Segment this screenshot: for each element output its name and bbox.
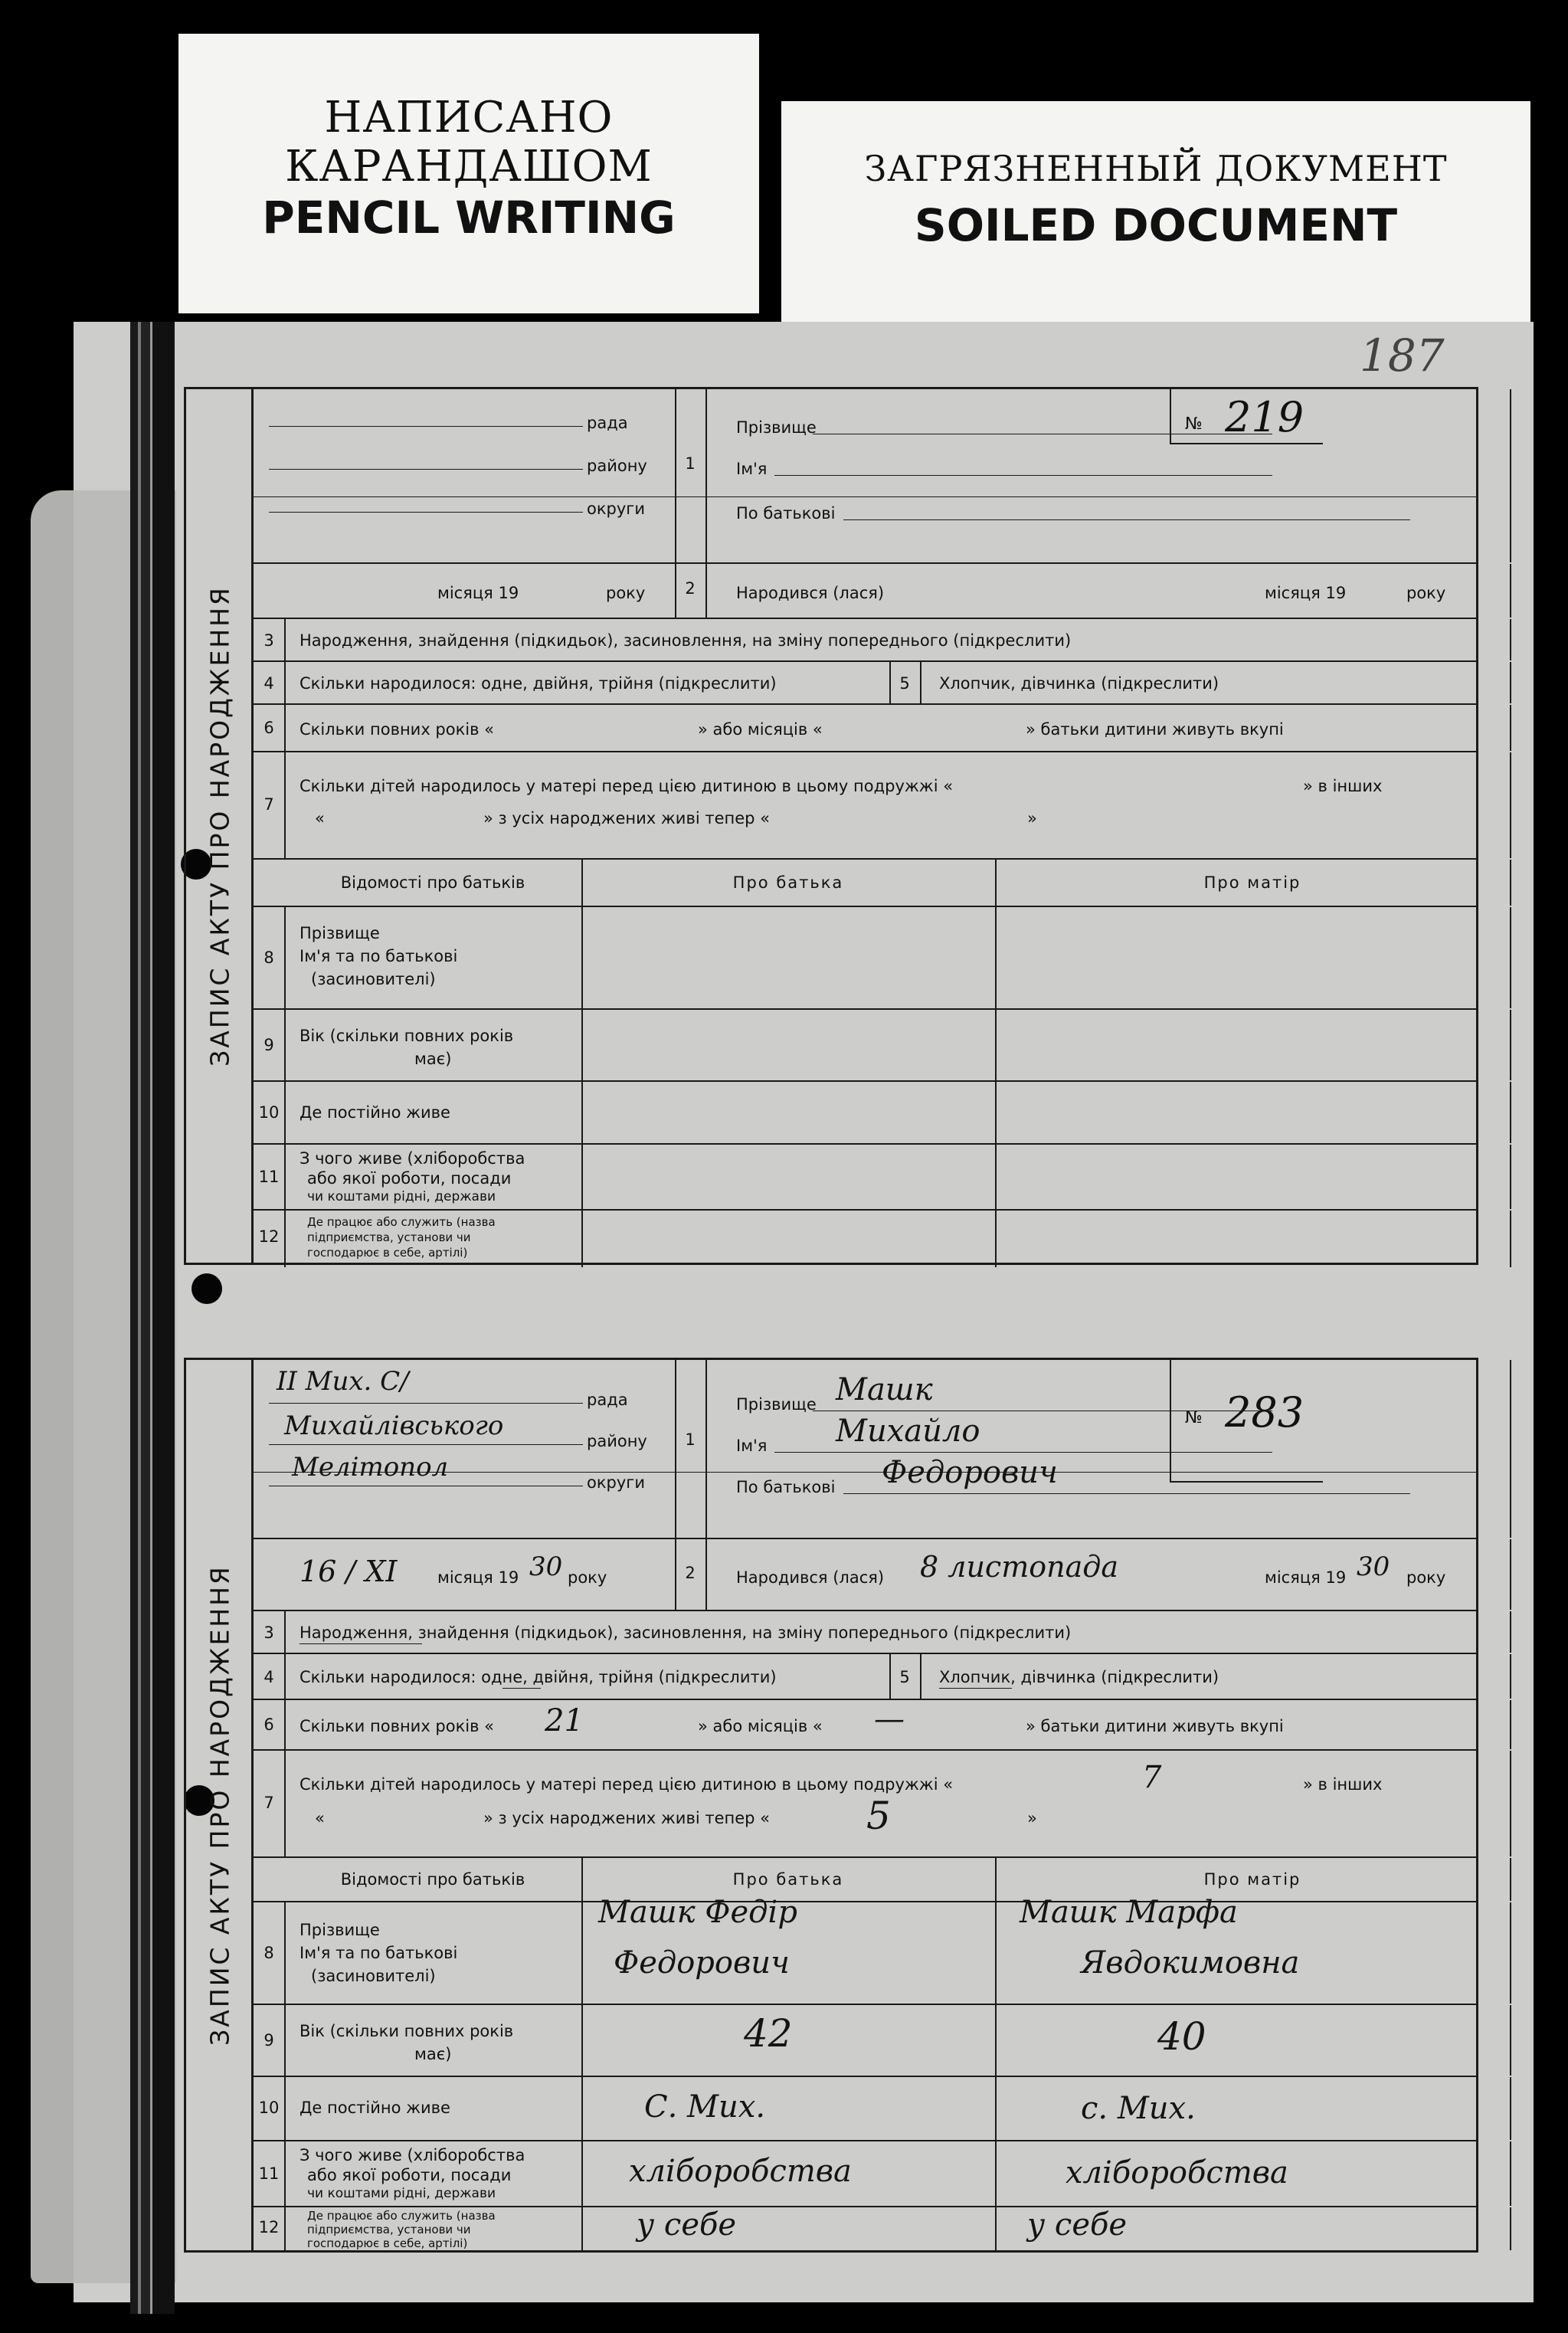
soiled-document-stamp [781, 101, 1530, 322]
row-12-label-b: підприємства, установи чи [307, 1230, 471, 1244]
father-work-value: у себе [637, 2207, 737, 2243]
row-9-label-a: Вік (скільки повних років [300, 1027, 514, 1045]
birth-record-form-blank [184, 387, 1478, 1265]
row-7-text-b: » в інших [1303, 777, 1383, 795]
stamp-ru-line: ЗАГРЯЗНЕННЫЙ ДОКУМЕНТ [864, 148, 1448, 189]
patronymic-value: Федорович [882, 1455, 1058, 1490]
row-10 [254, 1082, 1476, 1145]
row-12-label-a: Де працює або служить (назва [307, 2209, 496, 2223]
stamp-ru-line-2: КАРАНДАШОМ [285, 142, 653, 192]
okruha-label: округи [587, 1473, 645, 1492]
binding-thread [130, 322, 175, 2314]
row-7-text-e: » [1027, 809, 1037, 827]
registration-number-box [1170, 389, 1323, 444]
father-livelihood-value: хліборобства [629, 2154, 852, 2189]
row-7-text-d: » з усіх народжених живі тепер « [483, 1809, 771, 1827]
row-number: 2 [685, 579, 696, 598]
row-7-text-b: » в інших [1303, 1775, 1383, 1794]
born-label: Народився (лася) [736, 584, 885, 602]
row-6-text-b: » або місяців « [698, 1717, 823, 1735]
mother-surname-value: Машк Марфа [1020, 1895, 1238, 1930]
registration-date: 16 / XI [300, 1555, 398, 1588]
patronymic-label: По батькові [736, 1478, 836, 1496]
row-3-text: Народження, знайдення (підкидьок), засиновлення, на зміну попереднього (підкреслити) [300, 631, 1072, 650]
row-number: 9 [264, 2031, 274, 2050]
row-9-label-b: має) [414, 2045, 452, 2063]
row-6-text-c: » батьки дитини живуть вкупі [1026, 720, 1284, 739]
birth-record-form-filled [184, 1358, 1478, 2253]
underline-narodzhennia [300, 1643, 422, 1644]
form-side-title: ЗАПИС АКТУ ПРО НАРОДЖЕННЯ [205, 1565, 235, 2046]
row-7-text-c: « [315, 1809, 325, 1827]
name-label: Ім'я [736, 460, 768, 478]
row-11 [254, 1145, 1476, 1211]
stamp-ru-line-1: НАПИСАНО [324, 93, 614, 143]
row-11-label-a: З чого живе (хліборобства [300, 1149, 525, 1168]
about-mother-header: Про матір [1203, 1870, 1301, 1889]
row-3-text: Народження, знайдення (підкидьок), засиновлення, на зміну попереднього (підкреслити) [300, 1624, 1072, 1642]
registration-number-label: № [1185, 1408, 1203, 1427]
row-number: 1 [685, 1430, 696, 1449]
row-number: 11 [258, 1168, 280, 1186]
reg-year-label: року [568, 1568, 607, 1587]
months-together-value: — [874, 1702, 905, 1737]
parents-info-header: Відомості про батьків [340, 873, 525, 892]
rada-value: II Мих. С/ [277, 1366, 409, 1397]
registration-number-box [1170, 1360, 1323, 1483]
row-7 [254, 1751, 1476, 1858]
row-number: 12 [258, 1227, 280, 1246]
pencil-writing-stamp [178, 34, 759, 313]
row-number: 3 [264, 1624, 274, 1642]
row-7-text-e: » [1027, 1809, 1037, 1827]
row-number: 2 [685, 1564, 696, 1582]
okruha-label: округи [587, 500, 645, 518]
raion-label: району [587, 1432, 647, 1450]
father-age-value: 42 [744, 2011, 793, 2056]
row-9 [254, 1010, 1476, 1082]
header-block [254, 389, 1476, 564]
birth-month-label: місяця 19 [1265, 1568, 1347, 1587]
row-6 [254, 1700, 1476, 1751]
birth-year-label: року [1406, 584, 1446, 602]
born-label: Народився (лася) [736, 1568, 885, 1587]
row-12-label-b: підприємства, установи чи [307, 2223, 471, 2236]
row-number: 3 [264, 631, 274, 650]
mother-age-value: 40 [1157, 2014, 1206, 2059]
form-side-title: ЗАПИС АКТУ ПРО НАРОДЖЕННЯ [205, 585, 235, 1067]
reg-month-label: місяця 19 [437, 584, 519, 602]
row-3 [254, 619, 1476, 662]
row-4-text: Скільки народилося: одне, двійня, трійня (підкреслити) [300, 674, 777, 693]
row-number: 5 [899, 674, 910, 693]
row-number: 5 [899, 1668, 910, 1686]
row-7-text-d: » з усіх народжених живі тепер « [483, 809, 771, 827]
row-12 [254, 2207, 1476, 2250]
row-number: 8 [264, 949, 274, 967]
patronymic-label: По батькові [736, 504, 836, 523]
row-3 [254, 1611, 1476, 1654]
row-11-label-a: З чого живе (хліборобства [300, 2146, 525, 2164]
row-number: 1 [685, 454, 696, 473]
birth-year: 30 [1357, 1552, 1390, 1582]
raion-label: району [587, 457, 647, 475]
row-10-label: Де постійно живе [300, 1103, 450, 1122]
row-6 [254, 705, 1476, 752]
row-number: 11 [258, 2164, 280, 2183]
row-number: 7 [264, 1794, 274, 1812]
row-11 [254, 2141, 1476, 2207]
row-8-label-b: Ім'я та по батькові [300, 1944, 458, 1962]
row-number: 4 [264, 674, 274, 693]
row-12-label-c: господарює в себе, артілі) [307, 2236, 468, 2250]
parents-info-header: Відомості про батьків [340, 1870, 525, 1889]
row-7 [254, 752, 1476, 860]
okruha-value: Мелітопол [292, 1452, 449, 1483]
row-9-label-b: має) [414, 1050, 452, 1068]
row-10-label: Де постійно живе [300, 2099, 450, 2117]
about-father-header: Про батька [732, 873, 844, 892]
underline-odne [502, 1688, 541, 1689]
row-9 [254, 2005, 1476, 2077]
row-number: 8 [264, 1944, 274, 1962]
father-surname-value: Машк Федір [598, 1895, 797, 1930]
row-number: 6 [264, 719, 274, 737]
registration-number-label: № [1185, 415, 1203, 434]
surname-value: Машк [836, 1372, 933, 1407]
row-number: 7 [264, 795, 274, 814]
row-12-label-c: господарює в себе, артілі) [307, 1246, 468, 1260]
row-2 [254, 1539, 1476, 1611]
birth-date: 8 листопада [920, 1550, 1118, 1584]
children-alive-value: 5 [866, 1794, 891, 1838]
stamp-en-line: PENCIL WRITING [262, 192, 676, 244]
row-2 [254, 564, 1476, 619]
mother-patronymic-value: Явдокимовна [1081, 1945, 1300, 1981]
row-8-label-a: Прізвище [300, 1921, 380, 1939]
row-6-text-a: Скільки повних років « [300, 720, 495, 739]
row-5-text: Хлопчик, дівчинка (підкреслити) [939, 1668, 1219, 1686]
row-number: 12 [258, 2218, 280, 2236]
row-number: 10 [258, 1103, 280, 1122]
registration-number: 219 [1225, 393, 1304, 441]
about-mother-header: Про матір [1203, 873, 1301, 892]
surname-label: Прізвище [736, 418, 817, 437]
mother-residence-value: с. Мих. [1081, 2091, 1196, 2126]
row-12 [254, 1211, 1476, 1267]
name-value: Михайло [836, 1414, 980, 1449]
row-8-label-b: Ім'я та по батькові [300, 947, 458, 965]
mother-livelihood-value: хліборобства [1066, 2155, 1288, 2190]
row-7-text-a: Скільки дітей народилось у матері перед цією дитиною в цьому подружжі « [300, 777, 954, 795]
row-6-text-b: » або місяців « [698, 720, 823, 739]
row-number: 6 [264, 1715, 274, 1734]
row-5-text: Хлопчик, дівчинка (підкреслити) [939, 674, 1219, 693]
rada-label: рада [587, 414, 628, 432]
row-number: 9 [264, 1036, 274, 1054]
reg-month-label: місяця 19 [437, 1568, 519, 1587]
punch-hole [191, 1273, 222, 1304]
row-7-text-c: « [315, 809, 325, 827]
birth-year-label: року [1406, 1568, 1446, 1587]
row-4-5 [254, 1654, 1476, 1700]
row-10 [254, 2077, 1476, 2141]
row-8-label-c: (засиновителі) [311, 1967, 436, 1985]
row-number: 10 [258, 2099, 280, 2117]
parents-header-row [254, 860, 1476, 907]
row-number: 4 [264, 1668, 274, 1686]
name-label: Ім'я [736, 1437, 768, 1455]
surname-label: Прізвище [736, 1395, 817, 1414]
row-11-label-c: чи коштами рідні, держави [307, 2186, 496, 2201]
row-11-label-b: або якої роботи, посади [307, 1169, 512, 1188]
reg-year-label: року [606, 584, 646, 602]
row-4-5 [254, 662, 1476, 705]
row-9-label-a: Вік (скільки повних років [300, 2022, 514, 2040]
stamp-en-line: SOILED DOCUMENT [914, 199, 1398, 251]
mother-work-value: у себе [1027, 2207, 1128, 2243]
parents-header-row [254, 1858, 1476, 1902]
father-residence-value: С. Мих. [644, 2089, 766, 2125]
registration-year: 30 [529, 1552, 563, 1582]
raion-value: Михайлівського [284, 1411, 504, 1441]
row-8 [254, 1895, 1476, 2005]
row-4-text: Скільки народилося: одне, двійня, трійня (підкреслити) [300, 1668, 777, 1686]
row-11-label-c: чи коштами рідні, держави [307, 1189, 496, 1204]
registration-number: 283 [1225, 1388, 1304, 1437]
row-6-text-c: » батьки дитини живуть вкупі [1026, 1717, 1284, 1735]
row-12-label-a: Де працює або служить (назва [307, 1215, 496, 1229]
birth-month-label: місяця 19 [1265, 584, 1347, 602]
row-8-label-a: Прізвище [300, 924, 380, 942]
row-8 [254, 907, 1476, 1010]
row-11-label-b: або якої роботи, посади [307, 2166, 512, 2184]
father-patronymic-value: Федорович [614, 1945, 790, 1981]
children-before-value: 7 [1142, 1760, 1162, 1795]
row-6-text-a: Скільки повних років « [300, 1717, 495, 1735]
about-father-header: Про батька [732, 1870, 844, 1889]
sheet-number: 187 [1360, 329, 1445, 382]
form-side-panel [186, 1360, 254, 2250]
underline-khlopchyk [939, 1688, 1012, 1689]
header-block [254, 1360, 1476, 1539]
row-7-text-a: Скільки дітей народилось у матері перед цією дитиною в цьому подружжі « [300, 1775, 954, 1794]
form-side-panel [186, 389, 254, 1263]
row-8-label-c: (засиновителі) [311, 970, 436, 988]
rada-label: рада [587, 1391, 628, 1409]
years-together-value: 21 [545, 1703, 584, 1738]
